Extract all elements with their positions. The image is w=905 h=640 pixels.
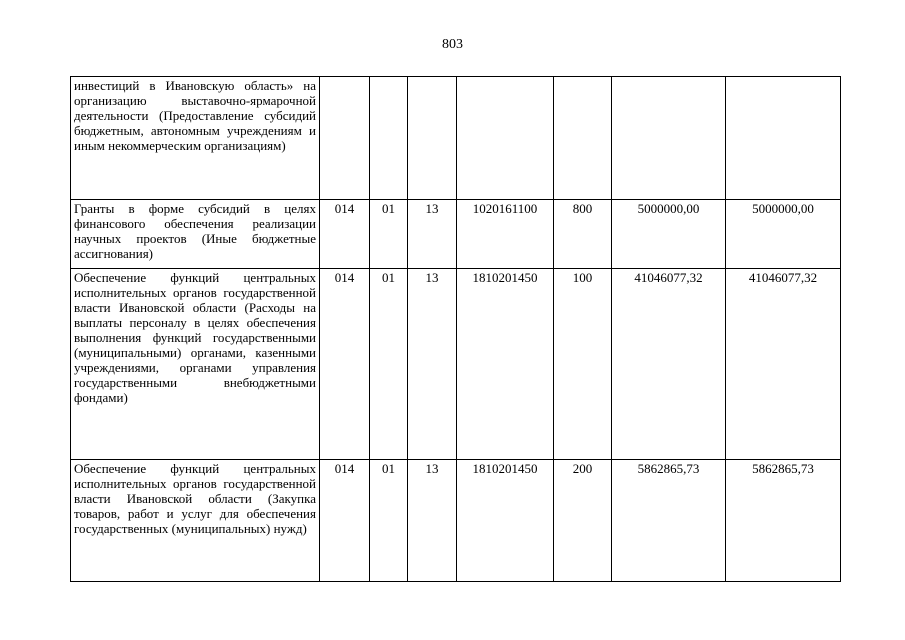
expense-description: инвестиций в Ивановскую область» на организацию выставочно-ярмарочной деятельности (Предоставление субсидий бюджетным, автономным учреждениям и иным некоммерческим организациям)	[71, 77, 320, 200]
subsection-code: 13	[408, 460, 457, 582]
expense-type-code	[554, 77, 612, 200]
target-article-code	[457, 77, 554, 200]
department-code: 014	[320, 460, 370, 582]
amount-second	[726, 77, 841, 200]
section-code: 01	[370, 269, 408, 460]
budget-table	[70, 76, 841, 582]
expense-description: Гранты в форме субсидий в целях финансового обеспечения реализации научных проектов (Иные бюджетные ассигнования)	[71, 200, 320, 269]
section-code: 01	[370, 460, 408, 582]
amount-first	[612, 77, 726, 200]
amount-second: 5862865,73	[726, 460, 841, 582]
target-article-code: 1810201450	[457, 269, 554, 460]
expense-type-code: 200	[554, 460, 612, 582]
expense-type-code: 100	[554, 269, 612, 460]
expense-description: Обеспечение функций центральных исполнительных органов государственной власти Ивановской области (Закупка товаров, работ и услуг для обеспечения государственных (муниципальных) нужд)	[71, 460, 320, 582]
expense-description: Обеспечение функций центральных исполнительных органов государственной власти Ивановской области (Расходы на выплаты персоналу в целях обеспечения выполнения функций государственными (муниципальными) органами, казенными учреждениями, органами управления государственными внебюджетными фондами)	[71, 269, 320, 460]
target-article-code: 1810201450	[457, 460, 554, 582]
amount-first: 41046077,32	[612, 269, 726, 460]
amount-first: 5000000,00	[612, 200, 726, 269]
table-row	[71, 269, 841, 460]
department-code: 014	[320, 200, 370, 269]
subsection-code	[408, 77, 457, 200]
department-code: 014	[320, 269, 370, 460]
table-row	[71, 460, 841, 582]
department-code	[320, 77, 370, 200]
section-code: 01	[370, 200, 408, 269]
amount-first: 5862865,73	[612, 460, 726, 582]
subsection-code: 13	[408, 200, 457, 269]
expense-type-code: 800	[554, 200, 612, 269]
section-code	[370, 77, 408, 200]
page-number: 803	[442, 37, 463, 52]
subsection-code: 13	[408, 269, 457, 460]
amount-second: 5000000,00	[726, 200, 841, 269]
amount-second: 41046077,32	[726, 269, 841, 460]
table-row	[71, 200, 841, 269]
table-row	[71, 77, 841, 200]
target-article-code: 1020161100	[457, 200, 554, 269]
